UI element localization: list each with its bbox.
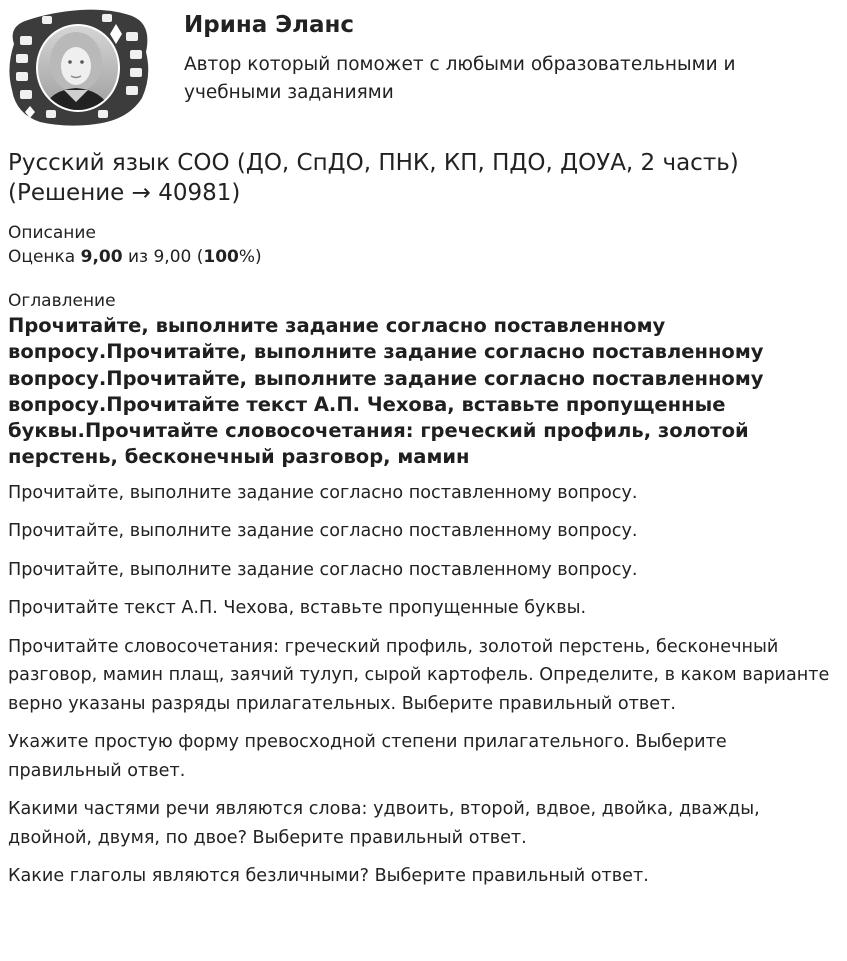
film-reel-avatar-icon: [6, 6, 152, 128]
rating-percent: 100: [203, 247, 239, 267]
rating: [8, 244, 840, 270]
toc-label: Оглавление: [8, 291, 116, 311]
rating-middle: из 9,00 (: [122, 247, 204, 267]
question-paragraph: Прочитайте словосочетания: греческий профиль, золотой перстень, бесконечный разговор, мамин плащ, заячий тулуп, сырой картофель. Определите, в каком варианте верно указаны разряды прилагательных. Выберите правильный ответ.: [8, 636, 830, 714]
author-name[interactable]: Ирина Эланс: [184, 12, 355, 38]
question-paragraph: Прочитайте, выполните задание согласно поставленному вопросу.: [8, 482, 638, 503]
description-label: Описание: [8, 223, 96, 243]
question-paragraph: Какими частями речи являются слова: удвоить, второй, вдвое, двойка, дважды, двойной, двумя, по двое? Выберите правильный ответ.: [8, 799, 760, 848]
author-bio: Автор который поможет с любыми образовательными и учебными заданиями: [184, 54, 736, 103]
question-paragraph: Укажите простую форму превосходной степени прилагательного. Выберите правильный ответ.: [8, 732, 727, 781]
question-paragraph: Прочитайте текст А.П. Чехова, вставьте пропущенные буквы.: [8, 598, 587, 619]
rating-score: 9,00: [80, 247, 123, 267]
question-paragraph: Прочитайте, выполните задание согласно поставленному вопросу.: [8, 521, 638, 542]
question-paragraph: Какие глаголы являются безличными? Выберите правильный ответ.: [8, 866, 649, 887]
rating-suffix: %): [238, 247, 262, 267]
rating-prefix: Оценка: [8, 247, 81, 267]
page-title: Русский язык СОО (ДО, СпДО, ПНК, КП, ПДО, ДОУА, 2 часть) (Решение → 40981): [8, 150, 739, 206]
main-content: [8, 148, 840, 901]
author-header: [0, 0, 847, 135]
toc-text: Прочитайте, выполните задание согласно поставленному вопросу.Прочитайте, выполните задание согласно поставленному вопросу.Прочитайте, выполните задание согласно поставленному вопросу.Прочитайте текст А.П. Чехова, вставьте пропущенные буквы.Прочитайте словосочетания: греческий профиль, золотой перстень, бесконечный разговор, мамин: [8, 314, 764, 469]
question-paragraph: Прочитайте, выполните задание согласно поставленному вопросу.: [8, 559, 638, 580]
